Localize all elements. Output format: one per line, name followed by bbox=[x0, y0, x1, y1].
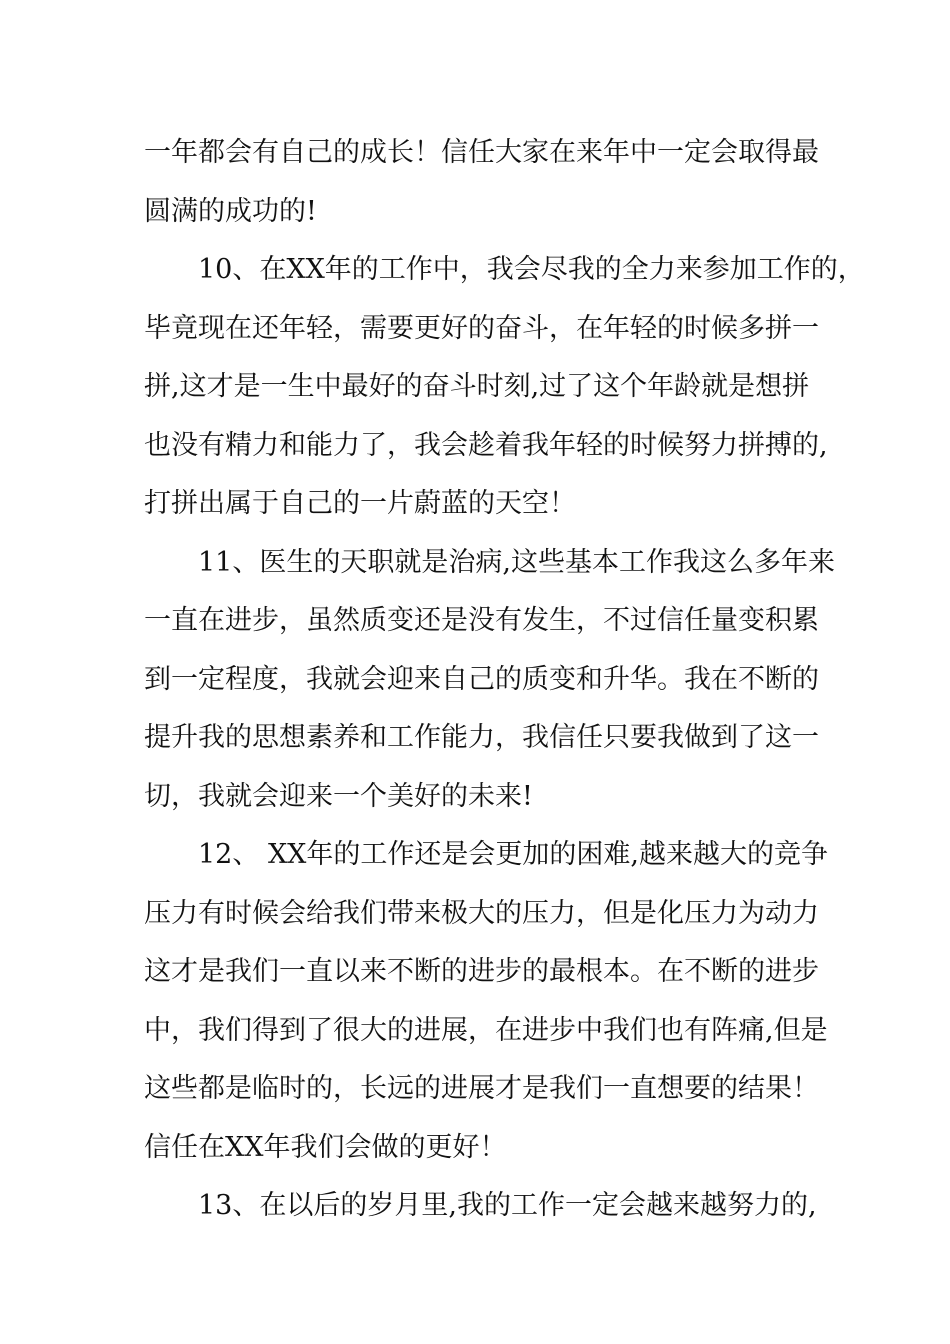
paragraph-line: 毕竟现在还年轻，需要更好的奋斗，在年轻的时候多拼一 bbox=[144, 312, 819, 344]
paragraph-line: 到一定程度，我就会迎来自己的质变和升华。我在不断的 bbox=[144, 663, 819, 695]
paragraph-line: 圆满的成功的! bbox=[144, 195, 317, 227]
paragraph-10-start: 10、在XX年的工作中，我会尽我的全力来参加工作的， bbox=[198, 254, 865, 285]
paragraph-12-start: 12、 XX年的工作还是会更加的困难,越来越大的竞争 bbox=[198, 839, 828, 870]
paragraph-line: 压力有时候会给我们带来极大的压力，但是化压力为动力 bbox=[144, 897, 819, 929]
document-body bbox=[144, 124, 865, 1236]
paragraph-line: 提升我的思想素养和工作能力，我信任只要我做到了这一 bbox=[144, 722, 819, 753]
paragraph-line: 一直在进步，虽然质变还是没有发生，不过信任量变积累 bbox=[144, 605, 819, 636]
paragraph-line: 打拼出属于自己的一片蔚蓝的天空！ bbox=[144, 488, 576, 519]
paragraph-line: 这才是我们一直以来不断的进步的最根本。在不断的进步 bbox=[144, 956, 819, 987]
paragraph-line: 也没有精力和能力了，我会趁着我年轻的时候努力拼搏的, bbox=[144, 429, 828, 461]
paragraph-line: 一年都会有自己的成长！信任大家在来年中一定会取得最 bbox=[144, 137, 819, 168]
paragraph-11-start: 11、医生的天职就是治病,这些基本工作我这么多年来 bbox=[198, 546, 835, 578]
paragraph-line: 切，我就会迎来一个美好的未来! bbox=[144, 780, 533, 812]
paragraph-13-start: 13、在以后的岁月里,我的工作一定会越来越努力的, bbox=[198, 1190, 817, 1221]
paragraph-line: 这些都是临时的，长远的进展才是我们一直想要的结果！ bbox=[144, 1073, 819, 1104]
paragraph-line: 拼,这才是一生中最好的奋斗时刻,过了这个年龄就是想拼 bbox=[144, 371, 810, 402]
paragraph-line: 中，我们得到了很大的进展，在进步中我们也有阵痛,但是 bbox=[144, 1014, 828, 1046]
paragraph-line: 信任在XX年我们会做的更好！ bbox=[144, 1131, 507, 1163]
